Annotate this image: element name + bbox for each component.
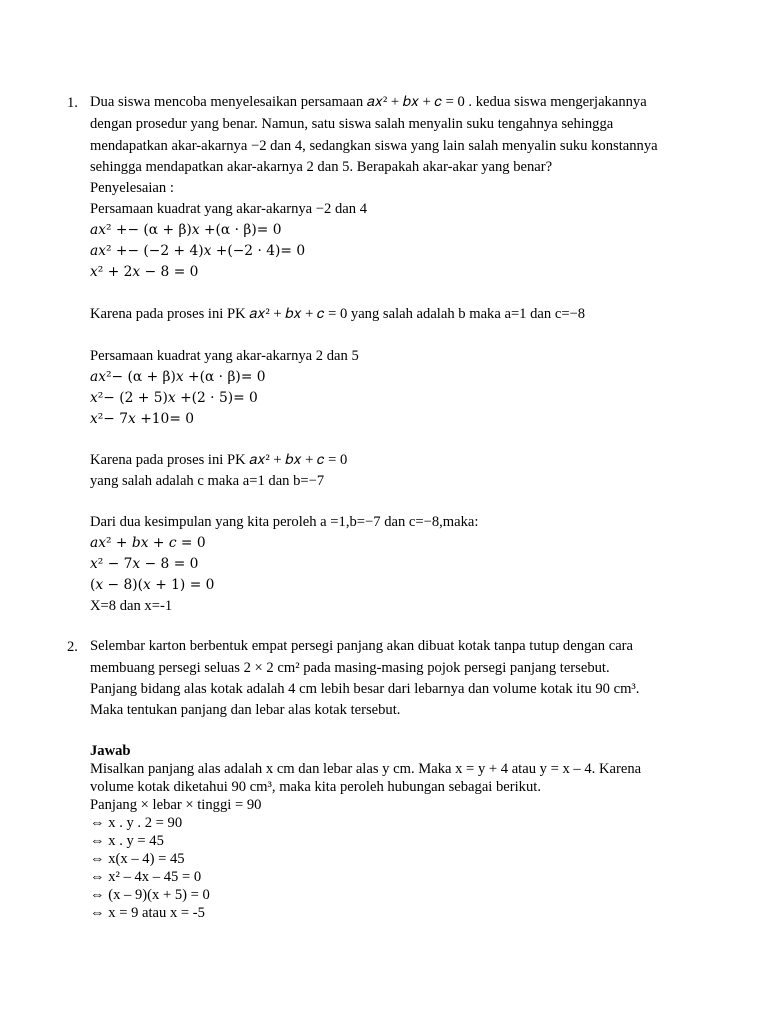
derivation-step: ⇔ (x – 9)(x + 5) = 0 [90,887,210,903]
final-answer: X=8 dan x=-1 [90,598,173,614]
equation-line: 𝑥² − 7𝑥 − 8 = 0 [90,556,199,572]
equation-line: 𝑥²− (2 + 5)𝑥 +(2 · 5)= 0 [90,390,258,406]
solution-text-line: Persamaan kuadrat yang akar-akarnya 2 dan 5 [90,348,359,364]
problem-number: 1. [67,95,78,111]
problem-2-text-line: Maka tentukan panjang dan lebar alas kotak tersebut. [90,702,401,718]
problem-number: 2. [67,639,78,655]
answer-text-line: Panjang × lebar × tinggi = 90 [90,797,262,813]
answer-text-line: Misalkan panjang alas adalah x cm dan lebar alas y cm. Maka x = y + 4 atau y = x – 4. Karena [90,761,642,777]
conclusion-line: Dari dua kesimpulan yang kita peroleh a =1,b=−7 dan c=−8,maka: [90,514,479,530]
equation-line: 𝑎𝑥² +− (−2 + 4)𝑥 +(−2 · 4)= 0 [90,243,306,259]
derivation-step: ⇔ x(x – 4) = 45 [90,851,185,867]
conclusion-line: Karena pada proses ini PK 𝑎𝑥² + 𝑏𝑥 + 𝑐 = 0 [90,452,348,468]
derivation-step: ⇔ x² – 4x – 45 = 0 [90,869,202,885]
equation-line: 𝑥² + 2𝑥 − 8 = 0 [90,264,199,280]
problem-1-text-line: sehingga mendapatkan akar-akarnya 2 dan 5. Berapakah akar-akar yang benar? [90,159,553,175]
conclusion-line: yang salah adalah c maka a=1 dan b=−7 [90,473,325,489]
equation-line: (𝑥 − 8)(𝑥 + 1) = 0 [90,577,215,593]
derivation-step: ⇔ x = 9 atau x = -5 [90,905,205,921]
solution-text-line: Persamaan kuadrat yang akar-akarnya −2 dan 4 [90,201,367,217]
answer-heading: Jawab [90,743,131,759]
problem-1-text-line: Dua siswa mencoba menyelesaikan persamaan 𝑎𝑥² + 𝑏𝑥 + 𝑐 = 0 . kedua siswa mengerjakannya [90,94,647,110]
equation-line: 𝑎𝑥² + 𝑏𝑥 + 𝑐 = 0 [90,535,206,551]
problem-2-text-line: Selembar karton berbentuk empat persegi panjang akan dibuat kotak tanpa tutup dengan cara [90,638,634,654]
problem-1-text-line: mendapatkan akar-akarnya −2 dan 4, sedangkan siswa yang lain salah menyalin suku konstannya [90,138,658,154]
equation-line: 𝑎𝑥²− (α + β)𝑥 +(α · β)= 0 [90,369,266,385]
derivation-step: ⇔ x . y = 45 [90,833,164,849]
conclusion-line: Karena pada proses ini PK 𝑎𝑥² + 𝑏𝑥 + 𝑐 = 0 yang salah adalah b maka a=1 dan c=−8 [90,306,586,322]
solution-heading: Penyelesaian : [90,180,174,196]
answer-text-line: volume kotak diketahui 90 cm³, maka kita peroleh hubungan sebagai berikut. [90,779,541,795]
problem-1-text-line: dengan prosedur yang benar. Namun, satu siswa salah menyalin suku tengahnya sehingga [90,116,614,132]
problem-2-text-line: membuang persegi seluas 2 × 2 cm² pada masing-masing pojok persegi panjang tersebut. [90,660,610,676]
problem-2-text-line: Panjang bidang alas kotak adalah 4 cm lebih besar dari lebarnya dan volume kotak itu 90 cm³. [90,681,640,697]
equation-line: 𝑎𝑥² +− (α + β)𝑥 +(α · β)= 0 [90,222,282,238]
equation-line: 𝑥²− 7𝑥 +10= 0 [90,411,195,427]
derivation-step: ⇔ x . y . 2 = 90 [90,815,183,831]
